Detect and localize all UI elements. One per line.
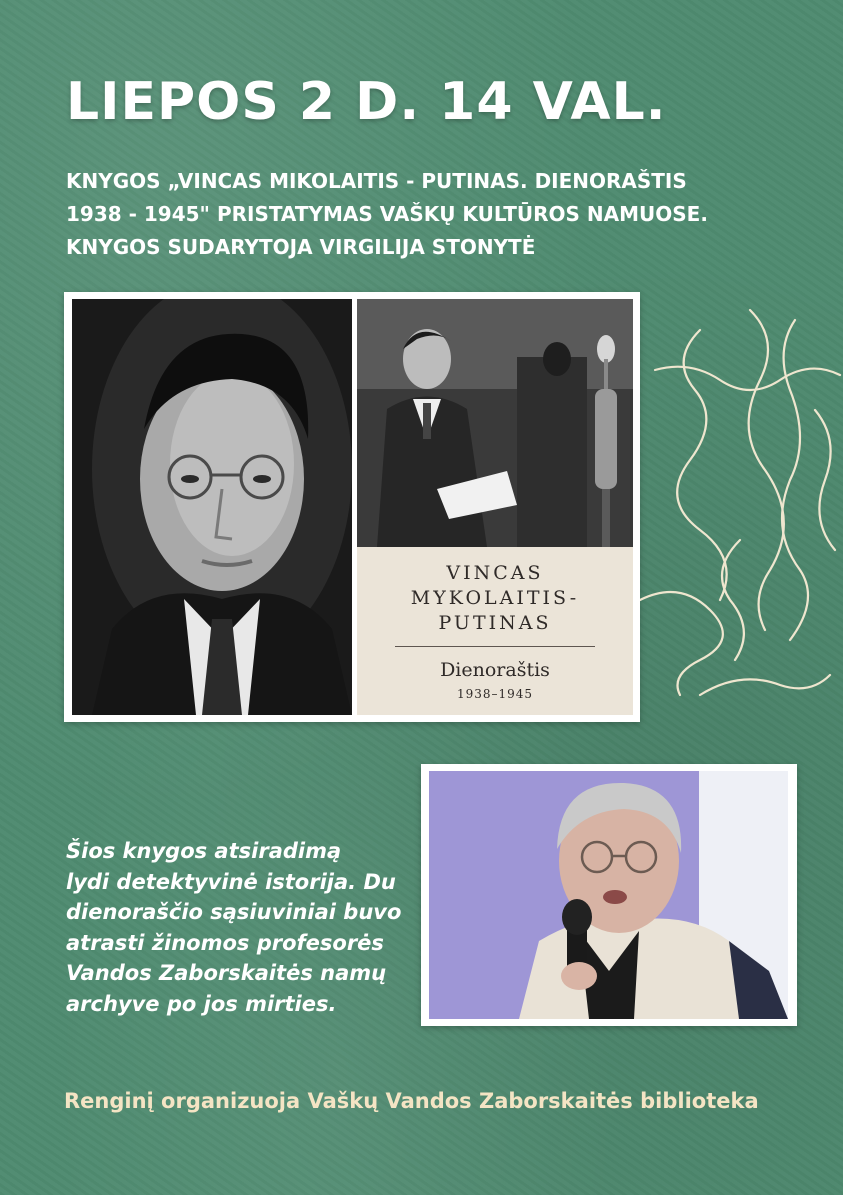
description-line: Šios knygos atsiradimą [66, 839, 342, 863]
cover-photo-illustration [357, 299, 633, 547]
cover-author-line: PUTINAS [438, 612, 552, 634]
subtitle-line: 1938 - 1945" PRISTATYMAS VAŠKŲ KULTŪROS NAMUOSE. [66, 202, 708, 226]
decorative-swirl-ornament [640, 300, 843, 700]
cover-author-line: MYKOLAITIS- [410, 587, 580, 609]
description-line: lydi detektyvinė istorija. Du [66, 869, 396, 894]
professor-photo [429, 771, 788, 1019]
author-portrait-illustration [72, 299, 352, 715]
cover-divider [395, 646, 595, 647]
description-line: Vandos Zaborskaitės namų [66, 961, 387, 985]
subtitle-line: KNYGOS „VINCAS MIKOLAITIS - PUTINAS. DIENORAŠTIS [66, 169, 687, 193]
author-portrait-photo [72, 299, 352, 715]
organizer-footer: Renginį organizuoja Vaškų Vandos Zaborskaitės biblioteka [64, 1089, 759, 1113]
event-date-title: LIEPOS 2 D. 14 VAL. [66, 72, 667, 132]
cover-photo [357, 299, 633, 547]
subtitle-line: KNYGOS SUDARYTOJA VIRGILIJA STONYTĖ [66, 235, 536, 259]
description-line: atrasti žinomos profesorės [66, 930, 384, 955]
professor-photo-frame [421, 764, 797, 1026]
event-subtitle [66, 165, 786, 264]
professor-photo-illustration [429, 771, 788, 1019]
book-cover [357, 299, 633, 715]
event-description [66, 836, 401, 1019]
cover-author-line: VINCAS [446, 562, 544, 584]
cover-years: 1938–1945 [456, 687, 534, 701]
description-line: dienoraščio sąsiuviniai buvo [66, 900, 402, 924]
description-line: archyve po jos mirties. [66, 991, 337, 1016]
book-photo-frame [64, 292, 640, 722]
cover-book-title: Dienoraštis [440, 659, 550, 681]
cover-title-block [357, 561, 633, 701]
